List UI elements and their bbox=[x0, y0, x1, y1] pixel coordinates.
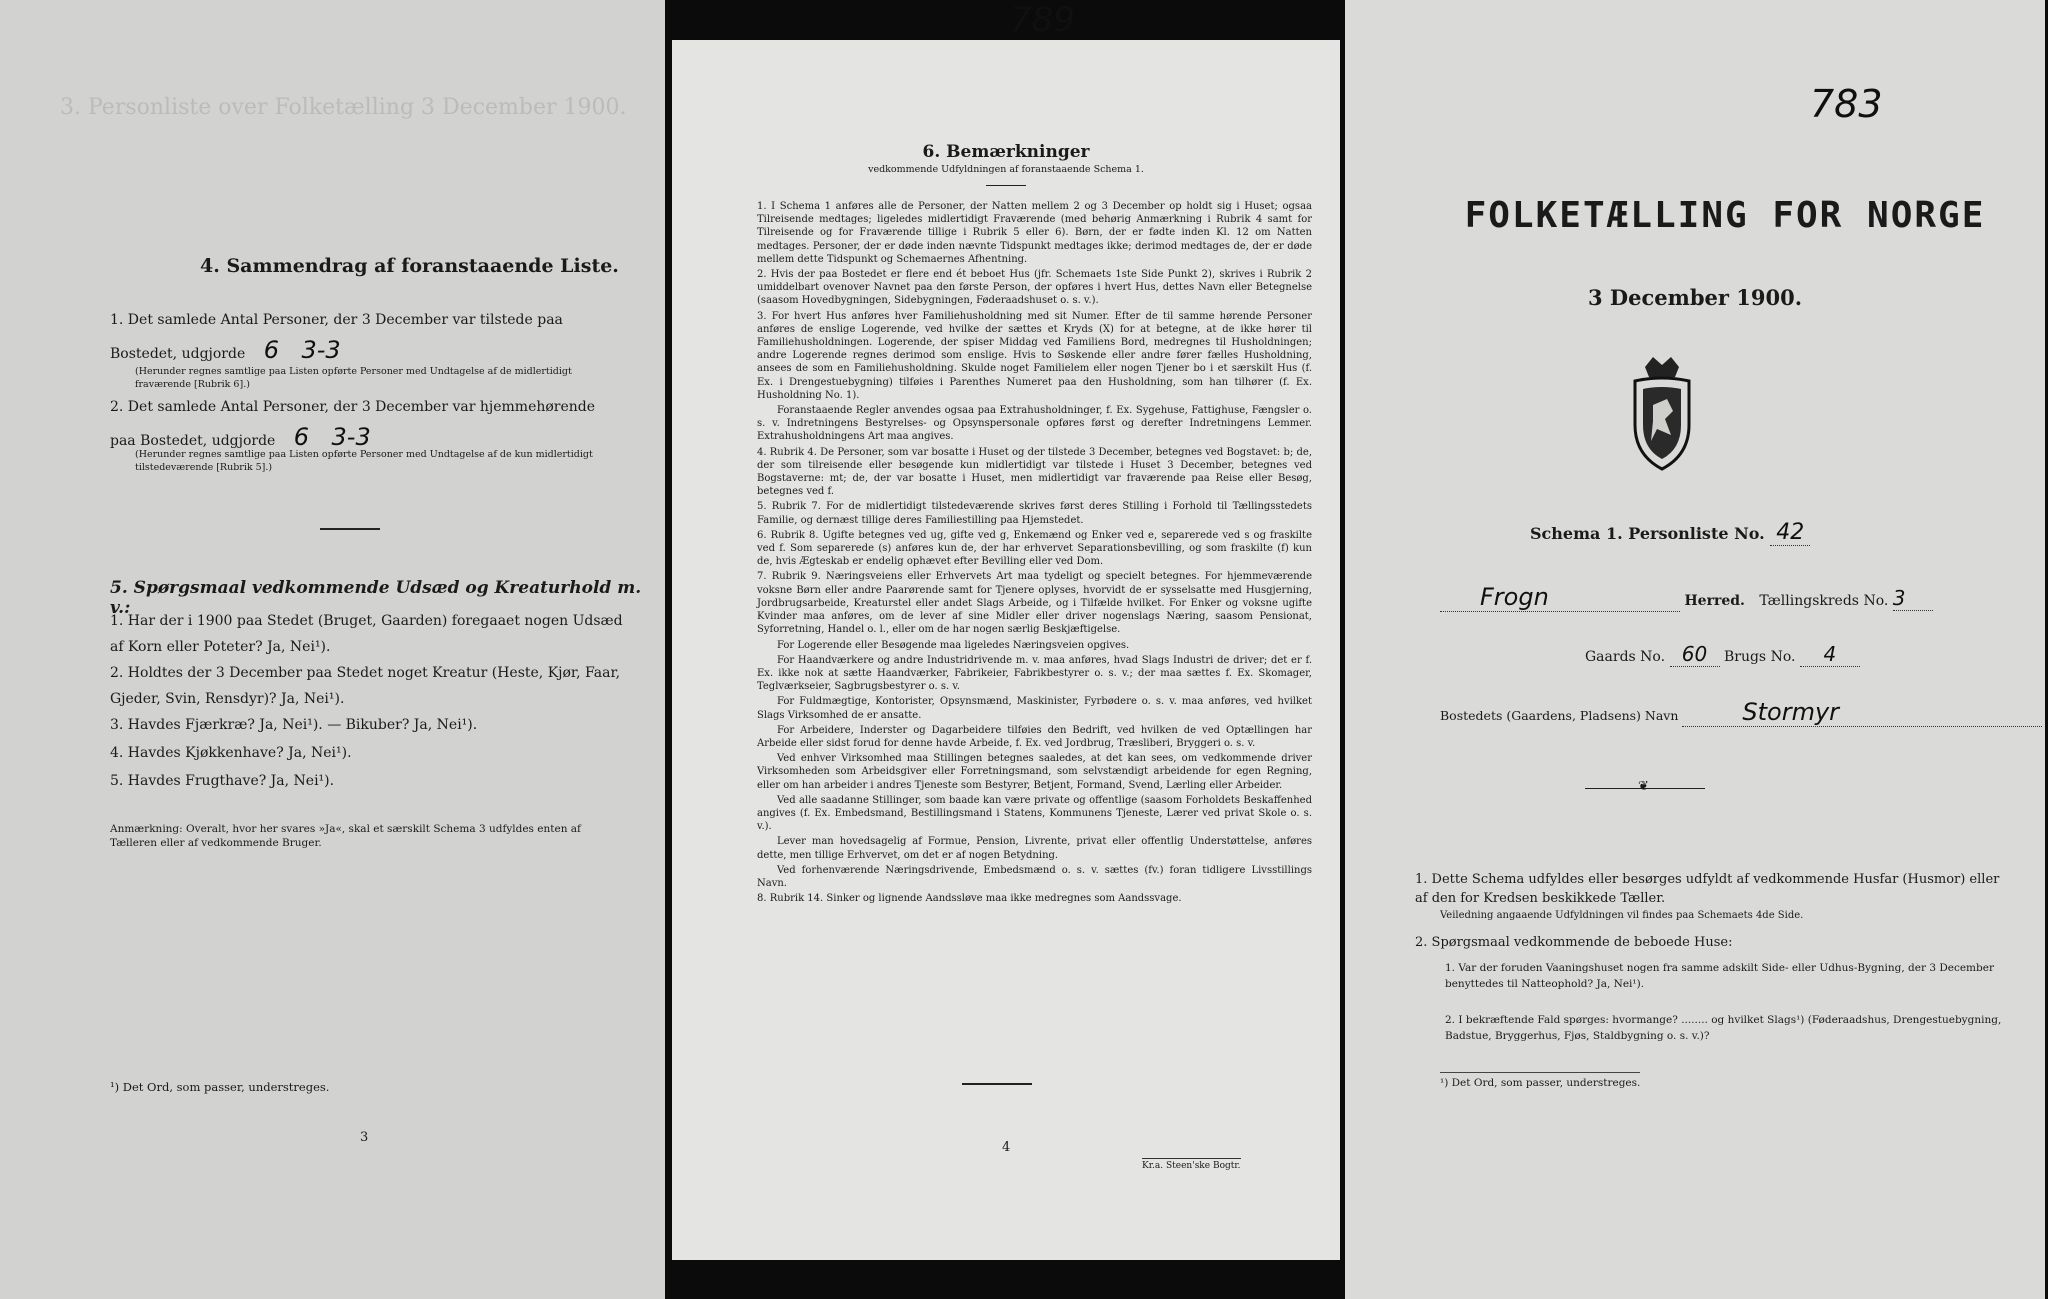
bottom-rule bbox=[962, 1083, 1032, 1085]
instruction-2: 2. Spørgsmaal vedkommende de beboede Huse: bbox=[1415, 935, 1733, 950]
herred-row bbox=[1440, 583, 2030, 612]
brugs-label: Brugs No. bbox=[1723, 649, 1796, 665]
item2-value: 6 bbox=[293, 423, 310, 451]
herred-label: Herred. bbox=[1684, 593, 1745, 609]
faded-header: 3. Personliste over Folketælling 3 December 1900. bbox=[60, 95, 627, 120]
brugs-value: 4 bbox=[1800, 642, 1860, 667]
item2-text: 2. Det samlede Antal Personer, der 3 December var hjemmehørende paa Bostedet, udgjorde bbox=[110, 399, 596, 449]
remark-paragraph: For Fuldmægtige, Kontorister, Opsynsmænd, Maskinister, Fyrbødere o. s. v. maa anføres, ved hvilket Slags Virksomhed de er ansatte. bbox=[757, 696, 1312, 721]
question-3: 3. Havdes Fjærkræ? Ja, Nei¹). — Bikuber? Ja, Nei¹). bbox=[110, 717, 478, 733]
item2 bbox=[110, 392, 620, 456]
instruction-2-2: 2. I bekræftende Fald spørges: hvormange? ........ og hvilket Slags¹) (Føderaadshus, Drengestuebygning, Badstue, Bryggerhus, Fjøs, Staldbygning o. s. v.)? bbox=[1445, 1014, 2002, 1042]
schema-label: Schema 1. Personliste No. bbox=[1530, 524, 1765, 543]
item1 bbox=[110, 305, 620, 369]
remarks-subtitle: vedkommende Udfyldningen af foranstaaende Schema 1. bbox=[868, 164, 1144, 175]
item1-split: 3-3 bbox=[301, 336, 341, 364]
remark-paragraph: 6. Rubrik 8. Ugifte betegnes ved ug, gifte ved g, Enkemænd og Enker ved e, separerede ved s og fraskilte ved f. Som separerede (s) anføres kun de, der har erhvervet Separationsbevilling, og som fraskilte (f) kun de, hvis Ægteskab er endelig ophævet efter Bevilling eller ved Dom. bbox=[757, 529, 1312, 568]
coat-of-arms-icon bbox=[1617, 355, 1707, 473]
item1-text: 1. Det samlede Antal Personer, der 3 December var tilstede paa Bostedet, udgjorde bbox=[110, 312, 563, 362]
item1-note: (Herunder regnes samtlige paa Listen opførte Personer med Undtagelse af de midlertidigt fraværende [Rubrik 6].) bbox=[135, 366, 572, 390]
bosted-label: Bostedets (Gaardens, Pladsens) Navn bbox=[1440, 708, 1679, 723]
gaards-value: 60 bbox=[1670, 642, 1720, 667]
question-5: 5. Havdes Frugthave? Ja, Nei¹). bbox=[110, 773, 335, 789]
left-page bbox=[0, 0, 665, 1299]
question-4: 4. Havdes Kjøkkenhave? Ja, Nei¹). bbox=[110, 745, 352, 761]
page-number: 4 bbox=[1002, 1140, 1011, 1155]
gaards-row bbox=[1585, 642, 1860, 667]
remark-paragraph: Ved alle saadanne Stillinger, som baade kan være private og offentlige (saasom Forholdets Beskaffenhed angives (f. Ex. Embedsmand, Bestillingsmand i Statens, Kommunens Tjeneste, Lærer ved privat Skole o. s. v.). bbox=[757, 794, 1312, 833]
remark-paragraph: Ved enhver Virksomhed maa Stillingen betegnes saaledes, at det kan sees, om vedkommende driver Virksomheden som Arbeidsgiver eller Forretningsmand, som selvstændigt arbeidende for egen Regning, eller om han arbeider i andres Tjeneste som Bestyrer, Betjent, Formand, Svend, Lærling eller Arbeider. bbox=[757, 753, 1312, 791]
anmerkning: Anmærkning: Overalt, hvor her svares »Ja«, skal et særskilt Schema 3 udfyldes enten af Tælleren eller af vedkommende Bruger. bbox=[110, 823, 581, 849]
remark-paragraph: For Haandværkere og andre Industridrivende m. v. maa anføres, hvad Slags Industri de driver; det er f. Ex. ikke nok at sætte Haandværker, Fabrikeier, Fabrikbestyrer o. s. v.; der maa sættes f. Ex. Skomager, Teglværkseier, Sagbrugsbestyrer o. s. v. bbox=[757, 654, 1312, 693]
instruction-2-1: 1. Var der foruden Vaaningshuset nogen fra samme adskilt Side- eller Udhus-Bygning, der 3 December benyttedes til Natteophold? Ja, Nei¹). bbox=[1445, 962, 1994, 990]
page-number: 3 bbox=[360, 1130, 369, 1145]
form-date: 3 December 1900. bbox=[1587, 285, 1803, 310]
remark-paragraph: 3. For hvert Hus anføres hver Familiehusholdning med sit Numer. Efter de til samme hørende Personer anføres de enslige Logerende, ved hvilke der sættes et Kryds (X) for at betegne, at de ikke hører til Familiehusholdningen. Logerende, der spiser Middag ved Familiens Bord, medregnes til Husholdningen; andre Logerende regnes derimod som enslige. Hvis to Søskende eller andre fører fælles Husholdning, ansees de som en Familiehusholdning. Skulde noget Familielem eller nogen Tjener bo i et særskilt Hus (f. Ex. i Drengestuebygning) tilføies i Parenthes Numeret paa den Husholdning, som han tilhører (f. Ex. Husholdning No. 1). bbox=[757, 310, 1312, 401]
handwritten-archive-number: 789 bbox=[1010, 0, 1075, 40]
tellingskreds-label: Tællingskreds No. bbox=[1759, 593, 1889, 609]
herred-value: Frogn bbox=[1440, 583, 1680, 612]
remark-paragraph: 4. Rubrik 4. De Personer, som var bosatte i Huset og der tilstede 3 December, betegnes ved Bogstavet: b; de, der som tilreisende eller besøgende kun midlertidigt var tilstede i Huset 3 December, betegnes ved Bogstaverne: mt; de, der var bosatte i Huset, men midlertidigt var fraværende paa Reise eller Besøg, betegnes ved f. bbox=[757, 446, 1312, 498]
schema-row bbox=[1530, 520, 1810, 546]
item2-note: (Herunder regnes samtlige paa Listen opførte Personer med Undtagelse af de kun midlertidigt tilstedeværende [Rubrik 5].) bbox=[135, 449, 593, 473]
tellingskreds-value: 3 bbox=[1893, 586, 1933, 611]
form-title: FOLKETÆLLING FOR NORGE bbox=[1464, 195, 1986, 236]
title-rule bbox=[986, 185, 1026, 186]
remark-paragraph: 7. Rubrik 9. Næringsveiens eller Erhvervets Art maa tydeligt og specielt betegnes. For hjemmeværende voksne Børn eller andre Paarørende samt for Tjenere oplyses, hvorvidt de er sysselsatte med Husgjerning, Jordbrugsarbeide, Kreaturstel eller andet Slags Arbeide, og i Tilfælde hvilket. For Enker og voksne ugifte Kvinder maa anføres, om de lever af sine Midler eller driver nogenslags Næring, saasom Pensionat, Syforretning, Handel o. l., eller om de har nogen særlig Beskjæftigelse. bbox=[757, 571, 1312, 636]
middle-page bbox=[672, 40, 1340, 1260]
remarks-title: 6. Bemærkninger bbox=[922, 142, 1090, 162]
printer-imprint: Kr.a. Steen'ske Bogtr. bbox=[1142, 1158, 1241, 1171]
footnote: ¹) Det Ord, som passer, understreges. bbox=[110, 1080, 330, 1094]
right-page bbox=[1345, 0, 2045, 1299]
remark-paragraph: For Arbeidere, Inderster og Dagarbeidere tilføies den Bedrift, ved hvilken de ved Optællingen har Arbeide eller sidst forud for denne havde Arbeide, f. Ex. ved Jordbrug, Træsliberi, Bryggeri o. s. v. bbox=[757, 724, 1312, 749]
remark-paragraph: 5. Rubrik 7. For de midlertidigt tilstedeværende skrives først deres Stilling i Forhold til Tællingsstedets Familie, og dernæst tillige deres Familiestilling paa Hjemstedet. bbox=[757, 501, 1312, 526]
section5-title: 5. Spørgsmaal vedkommende Udsæd og Kreaturhold m. v.: bbox=[110, 578, 642, 618]
bosted-row bbox=[1440, 698, 2042, 727]
gaards-label: Gaards No. bbox=[1585, 649, 1666, 665]
remark-paragraph: For Logerende eller Besøgende maa ligeledes Næringsveien opgives. bbox=[777, 639, 1130, 651]
bosted-value: Stormyr bbox=[1682, 698, 2042, 727]
personliste-no: 42 bbox=[1770, 520, 1810, 546]
remark-paragraph: 1. I Schema 1 anføres alle de Personer, der Natten mellem 2 og 3 December op holdt sig i Huset; ogsaa Tilreisende medtages; ligeledes midlertidigt Fraværende (med behørig Anmærkning i Rubrik 4 samt for Tilreisende og for Fraværende tillige i Rubrik 5 eller 6). Børn, der er fødte inden Kl. 12 om Natten medtages. Personer, der er døde inden nævnte Tidspunkt medtages ikke; derimod medtages de, der er døde mellem dette Tidspunkt og Schemaernes Afhentning. bbox=[757, 201, 1312, 265]
handwritten-corner-number: 783 bbox=[1810, 82, 1883, 126]
item1-value: 6 bbox=[263, 336, 279, 364]
remark-paragraph: Lever man hovedsagelig af Formue, Pension, Livrente, privat eller offentlig Understøttelse, anføres dette, men tillige Erhvervet, om det er af nogen Betydning. bbox=[757, 836, 1312, 861]
remark-paragraph: 2. Hvis der paa Bostedet er flere end ét beboet Hus (jfr. Schemaets 1ste Side Punkt 2), skrives i Rubrik 2 umiddelbart ovenover Navnet paa den første Person, der opføres i hvert Hus, dettes Navn eller Betegnelse (saasom Hovedbygningen, Sidebygningen, Føderaadshuset o. s. v.). bbox=[757, 269, 1312, 307]
remarks-list bbox=[757, 200, 1312, 907]
section4-title: 4. Sammendrag af foranstaaende Liste. bbox=[200, 255, 619, 277]
instruction-1-sub: Veiledning angaaende Udfyldningen vil findes paa Schemaets 4de Side. bbox=[1440, 910, 1804, 921]
remark-paragraph: Foranstaaende Regler anvendes ogsaa paa Extrahusholdninger, f. Ex. Sygehuse, Fattighuse, Fængsler o. s. v. Indretningens Bestyrelses- og Opsynspersonale opføres først og derefter Indretningens Lemmer. Extrahusholdningens Art maa angives. bbox=[757, 405, 1312, 443]
footnote: ¹) Det Ord, som passer, understreges. bbox=[1440, 1072, 1640, 1089]
ornament-icon: ❦ bbox=[1638, 779, 1649, 794]
remark-paragraph: 8. Rubrik 14. Sinker og lignende Aandssløve maa ikke medregnes som Aandssvage. bbox=[757, 893, 1182, 905]
instruction-1: 1. Dette Schema udfyldes eller besørges udfyldt af vedkommende Husfar (Husmor) eller af den for Kredsen beskikkede Tæller. bbox=[1415, 872, 2000, 906]
item2-split: 3-3 bbox=[331, 423, 371, 451]
divider bbox=[320, 528, 380, 530]
question-2: 2. Holdtes der 3 December paa Stedet noget Kreatur (Heste, Kjør, Faar, Gjeder, Svin, Rensdyr)? Ja, Nei¹). bbox=[110, 665, 621, 707]
remark-paragraph: Ved forhenværende Næringsdrivende, Embedsmænd o. s. v. sættes (fv.) foran tidligere Livsstillings Navn. bbox=[757, 864, 1312, 889]
question-1: 1. Har der i 1900 paa Stedet (Bruget, Gaarden) foregaaet nogen Udsæd af Korn eller Poteter? Ja, Nei¹). bbox=[110, 613, 623, 655]
